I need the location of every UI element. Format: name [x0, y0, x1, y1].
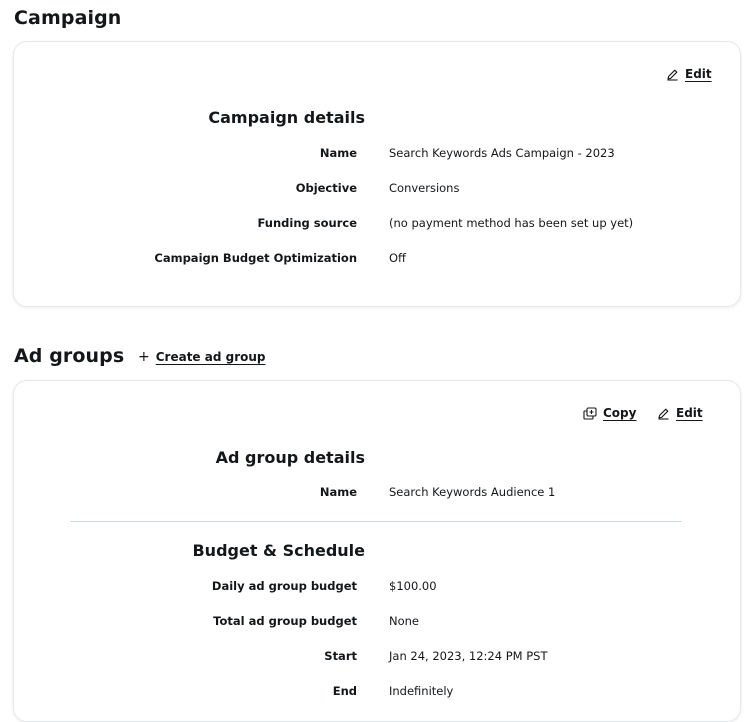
ad-group-row-daily-budget — [0, 579, 740, 599]
row-key: Daily ad group budget — [211, 579, 357, 593]
row-key: Funding source — [257, 216, 357, 230]
row-value: Off — [389, 251, 406, 265]
row-value: Conversions — [389, 181, 460, 195]
ad-group-details-title: Ad group details — [215, 448, 365, 467]
ad-group-edit-button[interactable] — [657, 406, 703, 420]
copy-icon — [583, 407, 597, 420]
campaign-section-title: Campaign — [14, 7, 122, 29]
create-ad-group-button[interactable] — [138, 349, 266, 365]
campaign-edit-button[interactable] — [666, 67, 712, 81]
plus-icon: + — [138, 349, 150, 365]
campaign-row-name — [0, 146, 740, 166]
row-value: Indefinitely — [389, 684, 454, 698]
ad-group-edit-label: Edit — [676, 406, 703, 420]
campaign-row-funding-source — [0, 216, 740, 236]
campaign-details-title: Campaign details — [208, 108, 365, 127]
row-value: Jan 24, 2023, 12:24 PM PST — [389, 649, 548, 663]
ad-group-copy-label: Copy — [603, 406, 637, 420]
row-value: Search Keywords Audience 1 — [389, 485, 556, 499]
create-ad-group-label: Create ad group — [155, 350, 266, 364]
row-value: None — [389, 614, 420, 628]
ad-group-row-start — [0, 649, 740, 669]
row-key: Campaign Budget Optimization — [154, 251, 357, 265]
row-value: Search Keywords Ads Campaign - 2023 — [389, 146, 615, 160]
campaign-row-budget-optimization — [0, 251, 740, 271]
row-key: Name — [319, 146, 357, 160]
ad-group-copy-button[interactable] — [583, 406, 636, 420]
ad-group-row-name — [0, 485, 740, 505]
row-key: Objective — [295, 181, 357, 195]
row-key: End — [332, 684, 357, 698]
budget-schedule-title: Budget & Schedule — [192, 541, 365, 560]
row-key: Total ad group budget — [213, 614, 357, 628]
row-value: (no payment method has been set up yet) — [389, 216, 634, 230]
pencil-icon — [666, 68, 679, 81]
section-divider — [70, 521, 682, 522]
campaign-edit-label: Edit — [685, 67, 712, 81]
campaign-row-objective — [0, 181, 740, 201]
pencil-icon — [657, 407, 670, 420]
ad-groups-section-title: Ad groups — [14, 345, 125, 367]
ad-group-row-total-budget — [0, 614, 740, 634]
row-key: Start — [324, 649, 357, 663]
row-key: Name — [319, 485, 357, 499]
ad-group-row-end — [0, 684, 740, 704]
row-value: $100.00 — [389, 579, 437, 593]
